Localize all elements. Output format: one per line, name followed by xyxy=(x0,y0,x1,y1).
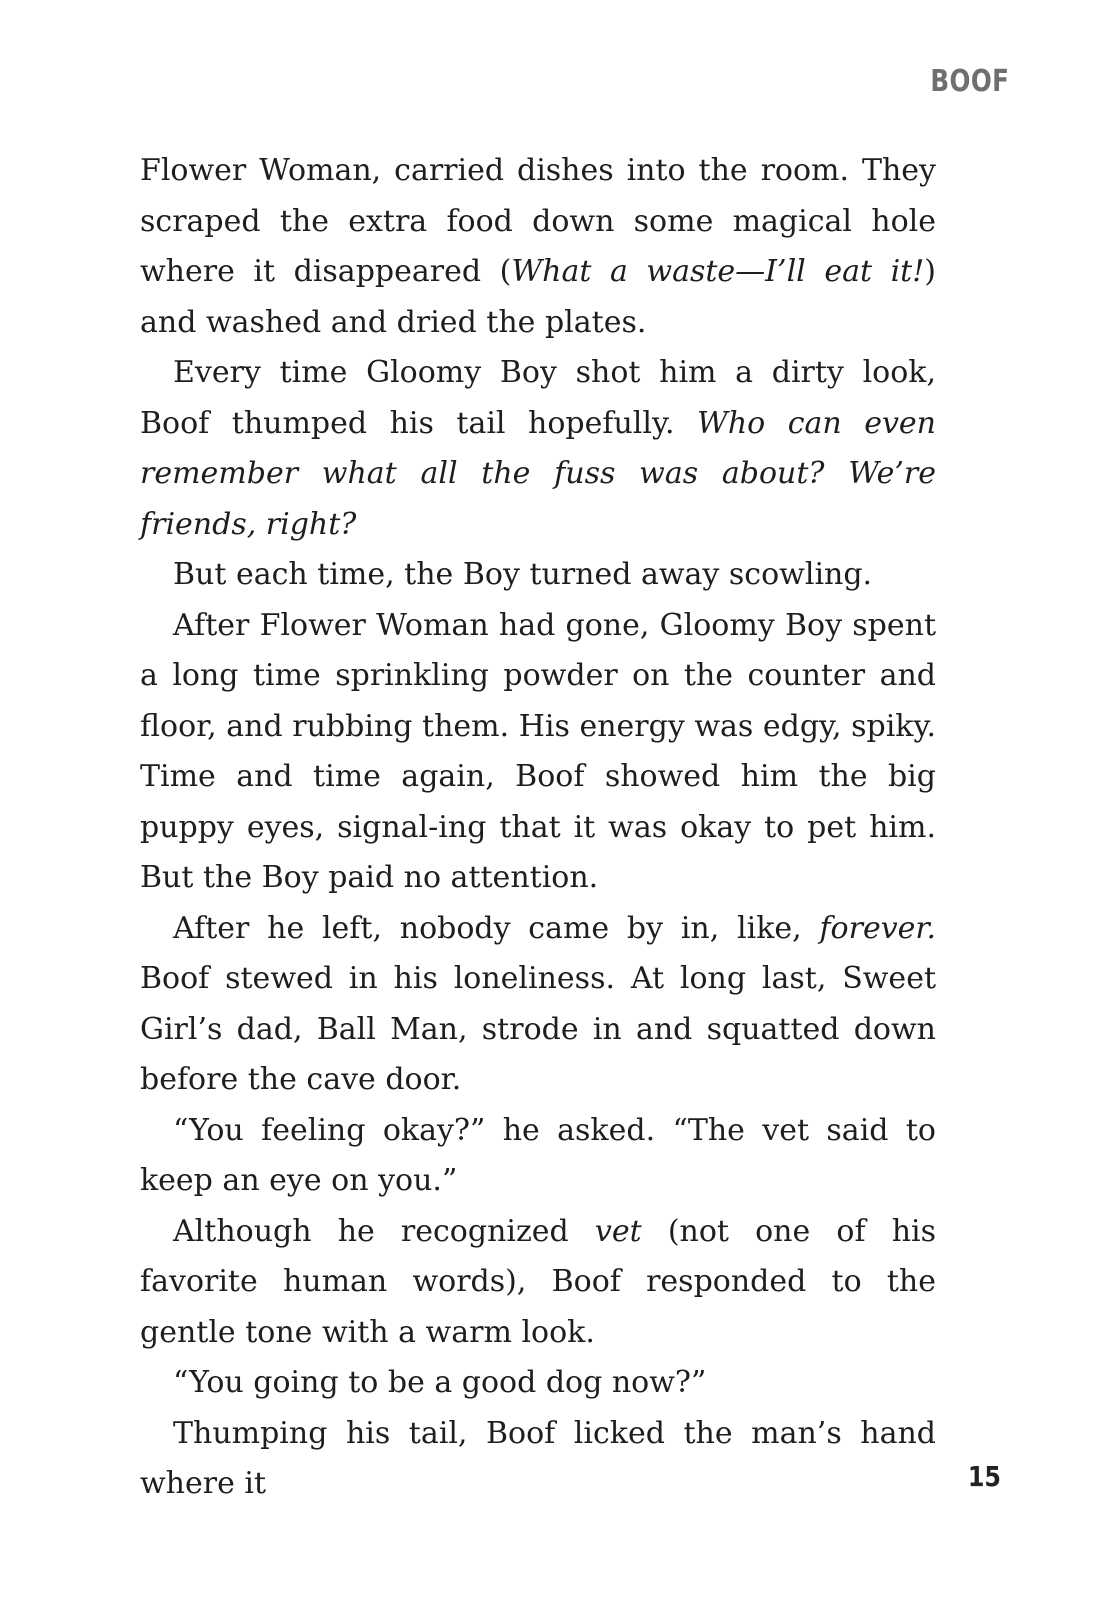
italic-text: Who can even remember what all the fuss was about? We’re friends, right? xyxy=(140,405,936,542)
paragraph xyxy=(140,1106,936,1207)
italic-text: vet xyxy=(594,1213,642,1249)
text-run: “You feeling okay?” he asked. “The vet said to keep an eye on you.” xyxy=(140,1112,936,1198)
italic-text: What a waste—I’ll eat it! xyxy=(511,254,925,289)
paragraph xyxy=(140,1207,936,1359)
paragraph xyxy=(140,1358,936,1409)
text-run: Although he recognized xyxy=(173,1213,595,1249)
paragraph xyxy=(140,146,936,348)
body-text xyxy=(140,146,936,1510)
text-run: But each time, the Boy turned away scowling. xyxy=(173,557,873,592)
text-run: Thumping his tail, Boof licked the man’s hand where it xyxy=(140,1415,936,1501)
text-run: Boof stewed in his loneliness. At long last, Sweet Girl’s dad, Ball Man, strode in and squatted down before the cave door. xyxy=(140,961,936,1097)
italic-text: forever. xyxy=(819,910,936,946)
paragraph xyxy=(140,348,936,550)
text-run: ) and washed and dried the plates. xyxy=(140,254,936,340)
text-run: “You going to be a good dog now?” xyxy=(173,1365,707,1400)
text-run: Every time Gloomy Boy shot him a dirty look, Boof thumped his tail hopefully. xyxy=(140,355,936,441)
running-head: BOOF xyxy=(929,64,1009,99)
text-run: Flower Woman, carried dishes into the room. They scraped the extra food down some magical hole where it disappeared ( xyxy=(140,153,936,289)
text-run: After Flower Woman had gone, Gloomy Boy spent a long time sprinkling powder on the counter and floor, and rubbing them. His energy was edgy, spiky. Time and time again, Boof showed him the big puppy eyes, signal-ing that it was okay to pet him. But the Boy paid no attention. xyxy=(140,607,936,895)
text-run: (not one of his favorite human words), Boof responded to the gentle tone with a warm look. xyxy=(140,1213,937,1350)
text-run: After he left, nobody came by in, like, xyxy=(173,910,820,946)
paragraph xyxy=(140,904,936,1106)
paragraph xyxy=(140,550,936,601)
page-number: 15 xyxy=(967,1460,1001,1493)
paragraph xyxy=(140,1409,936,1510)
paragraph xyxy=(140,601,936,904)
